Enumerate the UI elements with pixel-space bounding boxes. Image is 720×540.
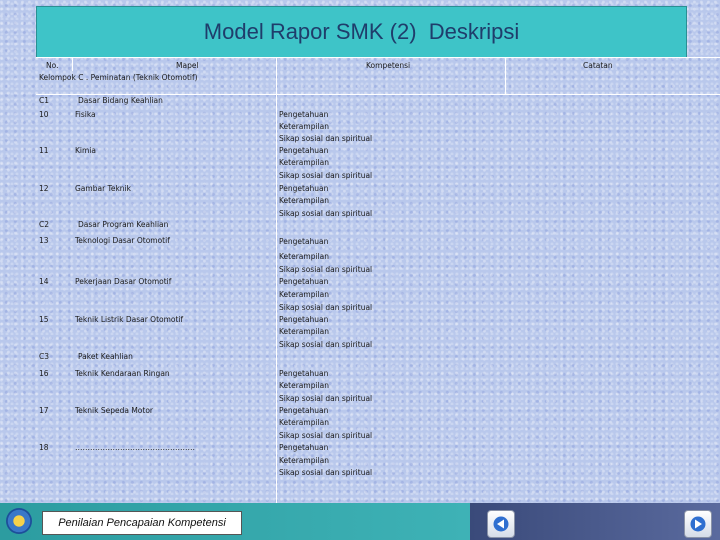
competency-keterampilan: Keterampilan bbox=[279, 290, 329, 299]
col-header-mapel: Mapel bbox=[176, 61, 199, 70]
competency-keterampilan: Keterampilan bbox=[279, 158, 329, 167]
col-header-catatan: Catatan bbox=[583, 61, 613, 70]
subject-no: 17 bbox=[39, 406, 49, 415]
competency-pengetahuan: Pengetahuan bbox=[279, 277, 329, 286]
section-label: Dasar Program Keahlian bbox=[78, 220, 169, 229]
competency-pengetahuan: Pengetahuan bbox=[279, 443, 329, 452]
subject-name: Teknik Sepeda Motor bbox=[75, 406, 153, 415]
subject-no: 11 bbox=[39, 146, 49, 155]
competency-sikap: Sikap sosial dan spiritual bbox=[279, 340, 373, 349]
competency-keterampilan: Keterampilan bbox=[279, 122, 329, 131]
subject-name: Kimia bbox=[75, 146, 96, 155]
triangle-right-icon bbox=[690, 516, 706, 532]
competency-pengetahuan: Pengetahuan bbox=[279, 315, 329, 324]
tut-wuri-logo-icon bbox=[6, 508, 32, 534]
subject-name: Fisika bbox=[75, 110, 96, 119]
slide-title-bar bbox=[36, 6, 687, 58]
competency-pengetahuan: Pengetahuan bbox=[279, 406, 329, 415]
competency-sikap: Sikap sosial dan spiritual bbox=[279, 171, 373, 180]
section-label: Dasar Bidang Keahlian bbox=[78, 96, 163, 105]
competency-pengetahuan: Pengetahuan bbox=[279, 146, 329, 155]
slide-title: Model Rapor SMK (2) Deskripsi bbox=[203, 19, 520, 44]
subject-name: Teknologi Dasar Otomotif bbox=[75, 236, 170, 245]
competency-keterampilan: Keterampilan bbox=[279, 418, 329, 427]
competency-keterampilan: Keterampilan bbox=[279, 456, 329, 465]
competency-sikap: Sikap sosial dan spiritual bbox=[279, 134, 373, 143]
subject-name: Teknik Listrik Dasar Otomotif bbox=[75, 315, 184, 324]
competency-pengetahuan: Pengetahuan bbox=[279, 184, 329, 193]
section-code: C1 bbox=[39, 96, 50, 105]
col-header-no: No. bbox=[46, 61, 59, 70]
competency-sikap: Sikap sosial dan spiritual bbox=[279, 394, 373, 403]
subject-name: ………………………………………… bbox=[75, 443, 195, 452]
competency-keterampilan: Keterampilan bbox=[279, 327, 329, 336]
report-table bbox=[36, 57, 720, 503]
subject-no: 10 bbox=[39, 110, 49, 119]
competency-pengetahuan: Pengetahuan bbox=[279, 369, 329, 378]
section-code: C2 bbox=[39, 220, 50, 229]
competency-pengetahuan: Pengetahuan bbox=[279, 237, 329, 246]
section-label: Paket Keahlian bbox=[78, 352, 133, 361]
next-slide-button[interactable] bbox=[684, 510, 712, 538]
subject-name: Pekerjaan Dasar Otomotif bbox=[75, 277, 172, 286]
competency-sikap: Sikap sosial dan spiritual bbox=[279, 431, 373, 440]
competency-sikap: Sikap sosial dan spiritual bbox=[279, 303, 373, 312]
triangle-left-icon bbox=[493, 516, 509, 532]
subject-no: 13 bbox=[39, 236, 49, 245]
competency-pengetahuan: Pengetahuan bbox=[279, 110, 329, 119]
competency-keterampilan: Keterampilan bbox=[279, 381, 329, 390]
subject-no: 16 bbox=[39, 369, 49, 378]
competency-sikap: Sikap sosial dan spiritual bbox=[279, 209, 373, 218]
subject-no: 14 bbox=[39, 277, 49, 286]
kelompok-label: Kelompok C . Peminatan (Teknik Otomotif) bbox=[39, 73, 198, 82]
section-code: C3 bbox=[39, 352, 50, 361]
subject-no: 15 bbox=[39, 315, 49, 324]
competency-sikap: Sikap sosial dan spiritual bbox=[279, 265, 373, 274]
subject-no: 12 bbox=[39, 184, 49, 193]
previous-slide-button[interactable] bbox=[487, 510, 515, 538]
footer-caption-box bbox=[42, 511, 242, 535]
competency-keterampilan: Keterampilan bbox=[279, 196, 329, 205]
competency-keterampilan: Keterampilan bbox=[279, 252, 329, 261]
col-header-kompetensi: Kompetensi bbox=[366, 61, 411, 70]
competency-sikap: Sikap sosial dan spiritual bbox=[279, 468, 373, 477]
subject-name: Teknik Kendaraan Ringan bbox=[75, 369, 170, 378]
subject-no: 18 bbox=[39, 443, 49, 452]
footer-caption: Penilaian Pencapaian Kompetensi bbox=[58, 517, 226, 529]
subject-name: Gambar Teknik bbox=[75, 184, 131, 193]
